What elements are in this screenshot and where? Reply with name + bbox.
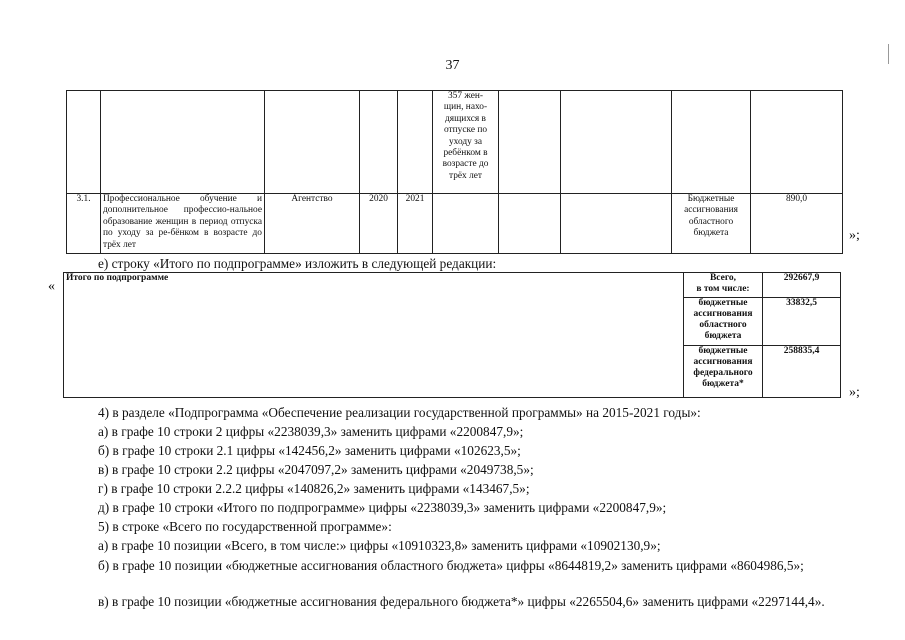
closing-quote: »; (849, 228, 860, 243)
federal-source: бюджетные ассигнования федерального бюджета* (684, 346, 763, 398)
item-d: д) в графе 10 строки «Итого по подпрограмме» цифры «2238039,3» заменить цифрами «2200847,9»; (98, 500, 667, 515)
program-table (66, 90, 843, 254)
total-label: Итого по подпрограмме (64, 273, 684, 398)
beneficiaries-cell: 357 жен- щин, нахо- дящихся в отпуске по уходу за ребёнком в возрасте до трёх лет (433, 91, 499, 194)
item-b: б) в графе 10 строки 2.1 цифры «142456,2» заменить цифрами «102623,5»; (98, 443, 521, 458)
row-number: 3.1. (67, 194, 101, 254)
item-v: в) в графе 10 строки 2.2 цифры «2047097,2» заменить цифрами «2049738,5»; (98, 462, 534, 477)
paragraph-5: 5) в строке «Всего по государственной программе»: (98, 519, 392, 534)
item-g: г) в графе 10 строки 2.2.2 цифры «140826,2» заменить цифрами «143467,5»; (98, 481, 530, 496)
item-b2: б) в графе 10 позиции «бюджетные ассигнования областного бюджета» цифры «8644819,2» заменить цифрами «8604986,5»; (98, 558, 804, 573)
start-year: 2020 (360, 194, 398, 254)
item-v2: в) в графе 10 позиции «бюджетные ассигнования федерального бюджета*» цифры «2265504,6» заменить цифрами «2297144,4». (98, 594, 825, 609)
total-amount: 292667,9 (763, 273, 841, 298)
total-source: Всего, в том числе: (684, 273, 763, 298)
item-a2: а) в графе 10 позиции «Всего, в том числе:» цифры «10910323,8» заменить цифрами «10902130,9»; (98, 538, 661, 553)
funding-amount: 890,0 (751, 194, 843, 254)
executor-cell: Агентство (265, 194, 360, 254)
end-year: 2021 (398, 194, 433, 254)
subprogram-total-table (63, 272, 841, 398)
opening-quote: « (48, 279, 55, 294)
regional-source: бюджетные ассигнования областного бюджета (684, 298, 763, 346)
table-row (64, 273, 841, 298)
federal-amount: 258835,4 (763, 346, 841, 398)
closing-quote: »; (849, 385, 860, 400)
page-number: 37 (445, 58, 460, 73)
item-a: а) в графе 10 строки 2 цифры «2238039,3» заменить цифрами «2200847,9»; (98, 424, 524, 439)
paragraph-4: 4) в разделе «Подпрограмма «Обеспечение реализации государственной программы» на 2015-2021 годы»: (98, 405, 701, 420)
scan-edge-mark (888, 44, 889, 64)
measure-name: Профессиональное обучение и дополнительное профессио-нальное образование женщин в период отпуска по уходу за ре-бёнком в возрасте до трёх лет (101, 194, 265, 254)
table-row-3-1 (67, 194, 843, 254)
regional-amount: 33832,5 (763, 298, 841, 346)
instruction-e: е) строку «Итого по подпрограмме» изложить в следующей редакции: (98, 256, 497, 271)
table-row-continuation (67, 91, 843, 194)
funding-source: Бюджетные ассигнования областного бюджета (672, 194, 751, 254)
